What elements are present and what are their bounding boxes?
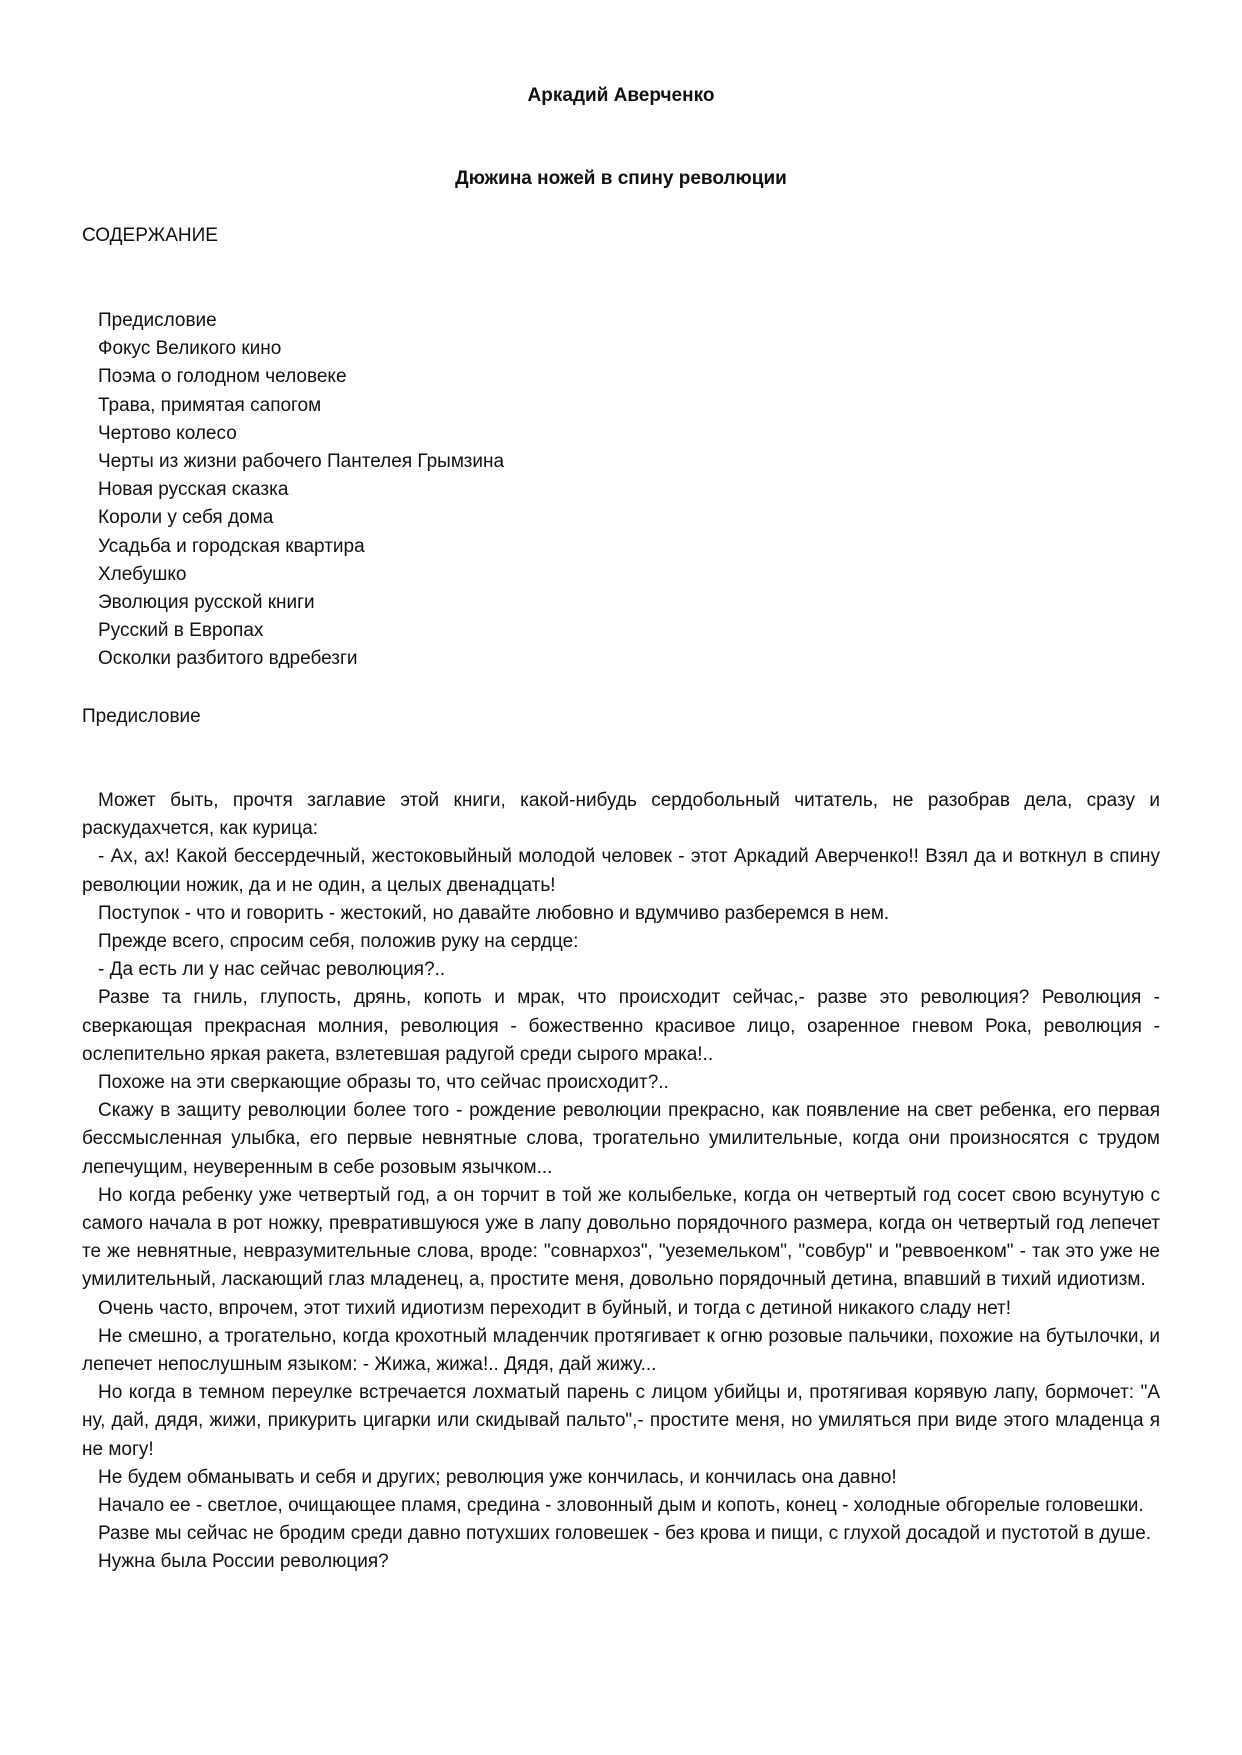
paragraph: Очень часто, впрочем, этот тихий идиотизм переходит в буйный, и тогда с детиной никакого сладу нет! (98, 1297, 1011, 1319)
toc-item: Предисловие (98, 310, 217, 331)
paragraph: - Да есть ли у нас сейчас революция?.. (98, 959, 446, 981)
paragraph: - Ах, ах! Какой бессердечный, жестоковыйный молодой человек - этот Аркадий Аверченко!! Взял да и воткнул в спину революции ножик, да и не один, а целых двенадцать! (82, 846, 1160, 896)
paragraph: Может быть, прочтя заглавие этой книги, какой-нибудь сердобольный читатель, не разобрав дела, сразу и раскудахчется, как курица: (82, 790, 1160, 840)
toc-item: Поэма о голодном человеке (98, 366, 347, 388)
toc-item: Черты из жизни рабочего Пантелея Грымзина (98, 451, 505, 473)
book-title: Дюжина ножей в спину революции (455, 168, 787, 189)
toc-heading: СОДЕРЖАНИЕ (82, 225, 218, 246)
toc-item: Усадьба и городская квартира (98, 535, 365, 557)
paragraph: Поступок - что и говорить - жестокий, но давайте любовно и вдумчиво разберемся в нем. (98, 902, 890, 924)
toc-item: Новая русская сказка (98, 479, 289, 501)
toc-item: Чертово колесо (98, 422, 237, 444)
paragraph: Не смешно, а трогательно, когда крохотный младенчик протягивает к огню розовые пальчики, похожие на бутылочки, и лепечет непослушным языком: - Жижа, жижа!.. Дядя, дай жижу... (82, 1325, 1160, 1376)
toc-item: Русский в Европах (98, 620, 264, 642)
paragraph: Нужна была России революция? (98, 1551, 389, 1573)
author-name: Аркадий Аверченко (527, 85, 715, 106)
paragraph: Не будем обманывать и себя и других; революция уже кончилась, и кончилась она давно! (98, 1466, 897, 1488)
table-of-contents (98, 307, 504, 674)
paragraph: Прежде всего, спросим себя, положив руку на сердце: (98, 931, 579, 953)
paragraph: Начало ее - светлое, очищающее пламя, средина - зловонный дым и копоть, конец - холодные обгорелые головешки. (98, 1495, 1144, 1517)
paragraph: Скажу в защиту революции более того - рождение революции прекрасно, как появление на свет ребенка, его первая бессмысленная улыбка, его первые невнятные слова, трогательно умилительные, когда они произносятся с трудом лепечущим, неуверенным в себе розовым язычком... (82, 1100, 1160, 1178)
toc-item: Трава, примятая сапогом (98, 394, 322, 416)
toc-item: Короли у себя дома (98, 507, 274, 529)
toc-item: Осколки разбитого вдребезги (98, 648, 358, 670)
paragraph: Но когда ребенку уже четвертый год, а он торчит в той же колыбельке, когда он четвертый год сосет свою всунутую с самого начала в рот ножку, превратившуюся уже в лапу довольно порядочного размера, когда он четвертый год лепечет те же невнятные, невразумительные слова, вроде: "совнархоз", "уеземельком", "совбур" и "реввоенком" - так это уже не умилительный, ласкающий глаз младенец, а, простите меня, довольно порядочный детина, впавший в тихий идиотизм. (82, 1184, 1160, 1291)
toc-item: Эволюция русской книги (98, 592, 315, 614)
paragraph: Разве та гниль, глупость, дрянь, копоть и мрак, что происходит сейчас,- разве это революция? Революция - сверкающая прекрасная молния, революция - божественно красивое лицо, озаренное гневом Рока, революция - ослепительно яркая ракета, взлетевшая радугой среди сырого мрака!.. (82, 987, 1160, 1065)
section-heading: Предисловие (82, 706, 201, 727)
paragraph: Разве мы сейчас не бродим среди давно потухших головешек - без крова и пищи, с глухой досадой и пустотой в душе. (98, 1523, 1152, 1545)
toc-item: Фокус Великого кино (98, 338, 282, 360)
paragraph: Похоже на эти сверкающие образы то, что сейчас происходит?.. (98, 1072, 669, 1094)
paragraph: Но когда в темном переулке встречается лохматый парень с лицом убийцы и, протягивая корявую лапу, бормочет: "А ну, дай, дядя, жижи, прикурить цигарки или скидывай пальто",- простите меня, но умиляться при виде этого младенца я не могу! (82, 1382, 1160, 1460)
toc-item: Хлебушко (98, 563, 187, 585)
preface-text (82, 787, 1160, 1577)
